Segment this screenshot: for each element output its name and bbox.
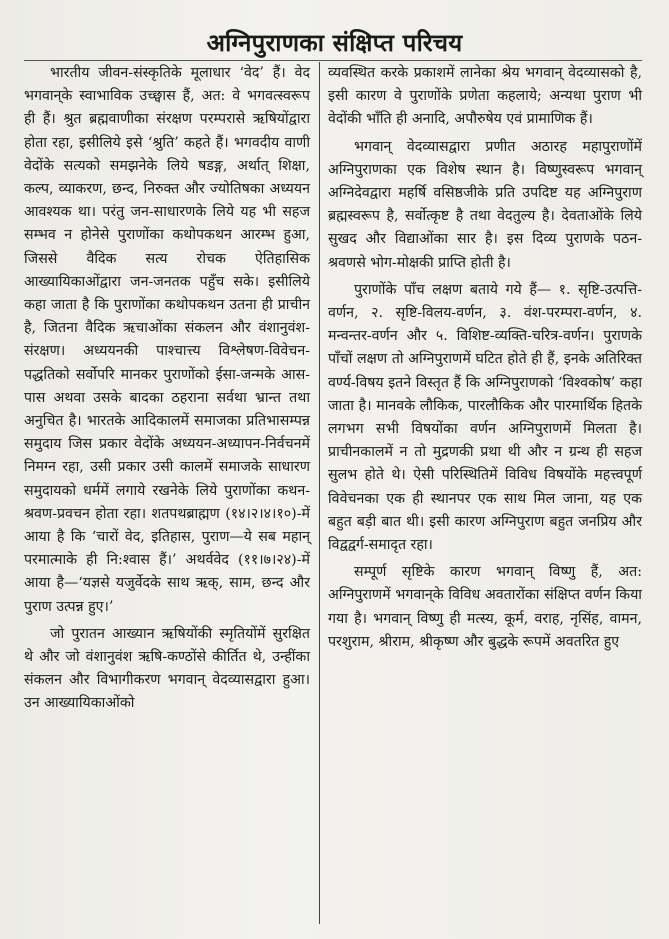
- right-column: [328, 62, 642, 654]
- right-paragraph-2: भगवान् वेदव्यासद्वारा प्रणीत अठारह महापुराणोंमें अग्निपुराणका एक विशेष स्थान है। विष्णुस्वरूप भगवान् अग्निदेवद्वारा महर्षि वसिष्ठजीके प्रति उपदिष्ट यह अग्निपुराण ब्रह्मस्वरूप है, सर्वोत्कृष्ट है तथा वेदतुल्य है। देवताओंके लिये सुखद और विद्याओंका सार है। इस दिव्य पुराणके पठन-श्रवणसे भोग-मोक्षकी प्राप्ति होती है।: [328, 138, 642, 271]
- right-paragraph-3: पुराणोंके पाँच लक्षण बताये गये हैं— १. सृष्टि-उत्पत्ति-वर्णन, २. सृष्टि-विलय-वर्णन, ३. वंश-परम्परा-वर्णन, ४. मन्वन्तर-वर्णन और ५. विशिष्ट-व्यक्ति-चरित्र-वर्णन। पुराणके पाँचों लक्षण तो अग्निपुराणमें घटित होते ही हैं, इनके अतिरिक्त वर्ण्य-विषय इतने विस्तृत हैं कि अग्निपुराणको ‘विश्वकोष’ कहा जाता है। मानवके लौकिक, पारलौकिक और पारमार्थिक हितके लगभग सभी विषयोंका वर्णन अग्निपुराणमें मिलता है। प्राचीनकालमें न तो मुद्रणकी प्रथा थी और न ग्रन्थ ही सहज सुलभ होते थे। ऐसी परिस्थितिमें विविध विषयोंके महत्त्वपूर्ण विवेचनका एक ही स्थानपर एक साथ मिल जाना, यह एक बहुत बड़ी बात थी। इसी कारण अग्निपुराण बहुत जनप्रिय और विद्वद्वर्ग-समादृत रहा।: [328, 281, 642, 554]
- column-divider: [319, 62, 320, 924]
- title-underline: [24, 60, 642, 61]
- left-paragraph-1: भारतीय जीवन-संस्कृतिके मूलाधार ‘वेद’ हैं। वेद भगवान्‌के स्वाभाविक उच्छ्वास हैं, अत: वे भगवत्स्वरूप ही हैं। श्रुत ब्रह्मवाणीका संरक्षण परम्परासे ऋषियोंद्वारा होता रहा, इसीलिये इसे ‘श्रुति’ कहते हैं। भगवदीय वाणी वेदोंके सत्यको समझनेके लिये षडङ्ग, अर्थात् शिक्षा, कल्प, व्याकरण, छन्द, निरुक्त और ज्योतिषका अध्ययन आवश्यक था। परंतु जन-साधारणके लिये यह भी सहज सम्भव न होनेसे पुराणोंका कथोपकथन आरम्भ हुआ, जिससे वैदिक सत्य रोचक ऐतिहासिक आख्यायिकाओंद्वारा जन-जनतक पहुँच सके। इसीलिये कहा जाता है कि पुराणोंका कथोपकथन उतना ही प्राचीन है, जितना वैदिक ऋचाओंका संकलन और वंशानुवंश-संरक्षण। अध्ययनकी पाश्चात्त्य विश्लेषण-विवेचन-पद्धतिको सर्वोपरि मानकर पुराणोंको ईसा-जन्मके आस-पास अथवा उसके बादका ठहराना सर्वथा भ्रान्त तथा अनुचित है। भारतके आदिकालमें समाजका प्रतिभासम्पन्न समुदाय जिस प्रकार वेदोंके अध्ययन-अध्यापन-निर्वचनमें निमग्न रहा, उसी प्रकार उसी कालमें समाजके साधारण समुदायको धर्ममें लगाये रखनेके लिये पुराणोंका कथन-श्रवण-प्रवचन होता रहा। शतपथब्राह्मण (१४।२।४।१०)-में आया है कि ‘चारों वेद, इतिहास, पुराण—ये सब महान् परमात्माके ही नि:श्वास हैं।’ अथर्ववेद (११।७।२४)-में आया है—‘यज्ञसे यजुर्वेदके साथ ऋक्, साम, छन्द और पुराण उत्पन्न हुए।’: [24, 65, 310, 615]
- right-paragraph-4: सम्पूर्ण सृष्टिके कारण भगवान् विष्णु हैं, अत: अग्निपुराणमें भगवान्‌के विविध अवतारोंका संक्षिप्त वर्णन किया गया है। भगवान् विष्णु ही मत्स्य, कूर्म, वराह, नृसिंह, वामन, परशुराम, श्रीराम, श्रीकृष्ण और बुद्धके रूपमें अवतरित हुए: [328, 564, 642, 650]
- right-paragraph-continuation: व्यवस्थित करके प्रकाशमें लानेका श्रेय भगवान् वेदव्यासको है, इसी कारण वे पुराणोंके प्रणेता कहलाये; अन्यथा पुराण भी वेदोंकी भाँति ही अनादि, अपौरुषेय एवं प्रामाणिक हैं।: [328, 65, 642, 128]
- left-column: [24, 62, 310, 716]
- left-paragraph-2: जो पुरातन आख्यान ऋषियोंकी स्मृतियोंमें सुरक्षित थे और जो वंशानुवंश ऋषि-कण्ठोंसे कीर्तित थे, उन्हींका संकलन और विभागीकरण भगवान् वेदव्यासद्वारा हुआ। उन आख्यायिकाओंको: [24, 625, 310, 712]
- page-title: अग्निपुराणका संक्षिप्त परिचय: [206, 29, 463, 57]
